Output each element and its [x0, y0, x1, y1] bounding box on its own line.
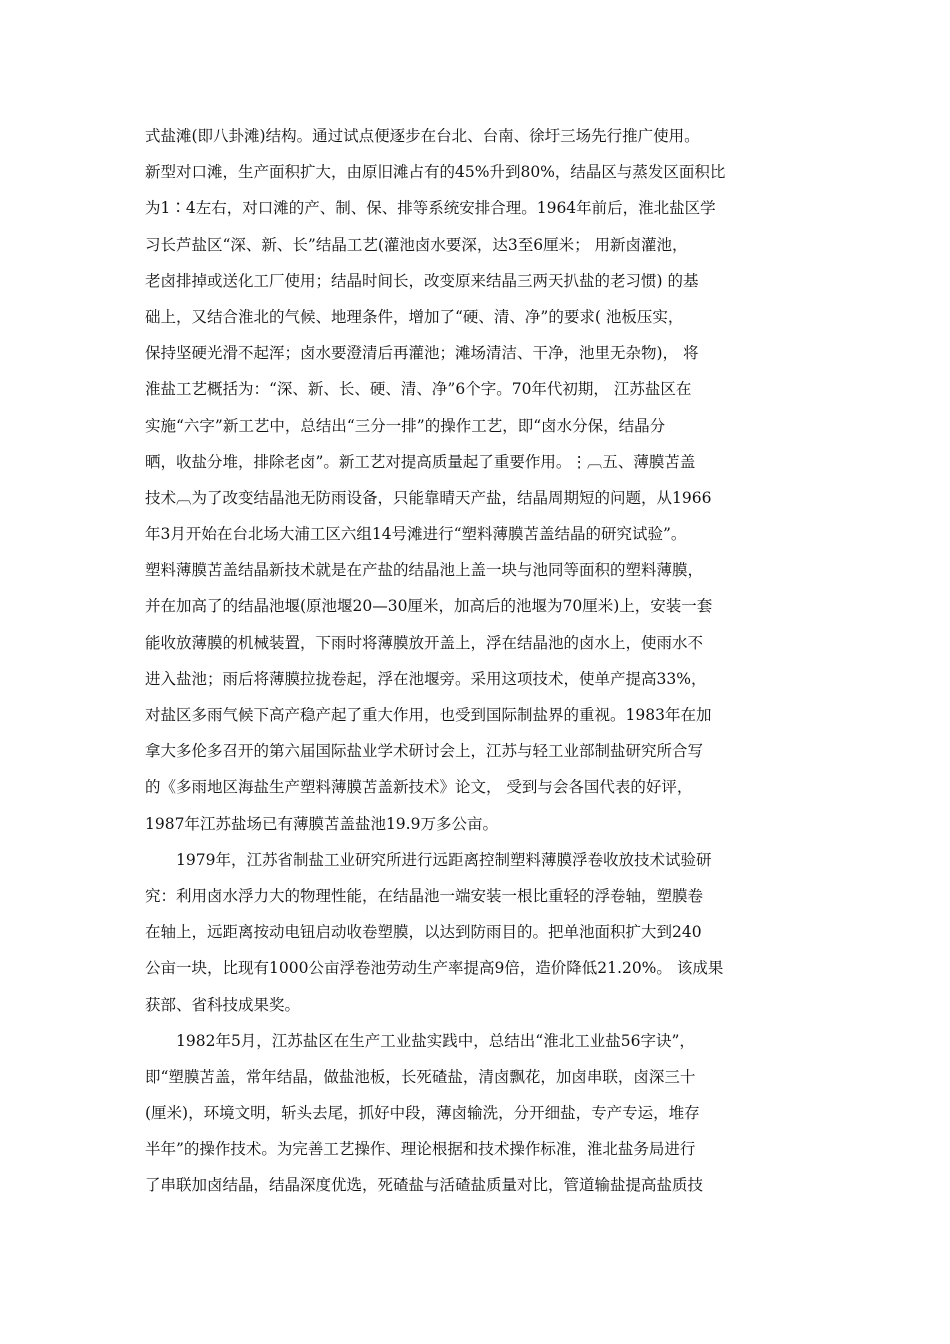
text-line: 淮盐工艺概括为：“深、新、长、硬、清、净”6个字。70年代初期， 江苏盐区在: [145, 380, 692, 399]
text-line: 式盐滩(即八卦滩)结构。通过试点便逐步在台北、台南、徐圩三场先行推广使用。: [145, 127, 700, 145]
text-line: 保持坚硬光滑不起浑；卤水要澄清后再灌池；滩场清洁、干净，池里无杂物)， 将: [145, 344, 699, 363]
text-line: 年3月开始在台北场大浦工区六组14号滩进行“塑料薄膜苫盖结晶的研究试验”。: [145, 525, 687, 544]
text-line: 新型对口滩，生产面积扩大，由原旧滩占有的45%升到80%，结晶区与蒸发区面积比: [145, 163, 726, 182]
text-line: 并在加高了的结晶池堰(原池堰20—30厘米，加高后的池堰为70厘米)上，安装一套: [145, 597, 713, 616]
text-line: 能收放薄膜的机械装置，下雨时将薄膜放开盖上，浮在结晶池的卤水上，使雨水不: [145, 633, 704, 652]
text-line: 晒，收盐分堆，排除老卤”。新工艺对提高质量起了重要作用。⋮︹五、薄膜苫盖: [145, 452, 696, 471]
text-line: 的《多雨地区海盐生产塑料薄膜苫盖新技术》论文， 受到与会各国代表的好评，: [145, 778, 693, 797]
text-line: 拿大多伦多召开的第六届国际盐业学术研讨会上，江苏与轻工业部制盐研究所合写: [145, 742, 704, 761]
text-line: (厘米)，环境文明，斩头去尾，抓好中段，薄卤输洗，分开细盐，专产专运，堆存: [145, 1104, 700, 1123]
text-line: 进入盐池；雨后将薄膜拉拢卷起，浮在池堰旁。采用这项技术，使单产提高33%，: [145, 669, 707, 688]
text-line: 获部、省科技成果奖。: [145, 995, 301, 1014]
text-line: 在轴上，远距离按动电钮启动收卷塑膜，以达到防雨目的。把单池面积扩大到240: [145, 923, 702, 942]
text-line: 塑料薄膜苫盖结晶新技术就是在产盐的结晶池上盖一块与池同等面积的塑料薄膜，: [145, 561, 704, 580]
text-line: 半年”的操作技术。为完善工艺操作、理论根据和技术操作标准，淮北盐务局进行: [145, 1140, 696, 1159]
text-line: 1987年江苏盐场已有薄膜苫盖盐池19.9万多公亩。: [145, 814, 498, 833]
text-line: 究：利用卤水浮力大的物理性能，在结晶池一端安装一根比重轻的浮卷轴，塑膜卷: [145, 886, 704, 905]
text-line: 了串联加卤结晶，结晶深度优选，死碴盐与活碴盐质量对比，管道输盐提高盐质技: [145, 1176, 704, 1195]
text-line: 老卤排掉或送化工厂使用；结晶时间长，改变原来结晶三两天扒盐的老习惯) 的基: [145, 271, 699, 290]
text-line: 础上，又结合淮北的气候、地理条件，增加了“硬、清、净”的要求( 池板压实，: [145, 307, 684, 326]
text-line: 实施“六字”新工艺中，总结出“三分一排”的操作工艺，即“卤水分保，结晶分: [145, 416, 666, 435]
paragraph-first-line: 1979年，江苏省制盐工业研究所进行远距离控制塑料薄膜浮卷收放技术试验研: [176, 850, 712, 869]
text-line: 技术︹为了改变结晶池无防雨设备，只能靠晴天产盐，结晶周期短的问题，从1966: [145, 488, 712, 507]
text-line: 为1∶4左右，对口滩的产、制、保、排等系统安排合理。1964年前后，淮北盐区学: [145, 199, 716, 218]
text-line: 即“塑膜苫盖，常年结晶，做盐池板，长死碴盐，清卤飘花，加卤串联，卤深三十: [145, 1067, 696, 1086]
text-line: 对盐区多雨气候下高产稳产起了重大作用，也受到国际制盐界的重视。1983年在加: [145, 706, 712, 724]
paragraph-first-line: 1982年5月，江苏盐区在生产工业盐实践中，总结出“淮北工业盐56字诀”，: [176, 1031, 695, 1050]
text-line: 习长芦盐区“深、新、长”结晶工艺(灌池卤水要深，达3至6厘米； 用新卤灌池，: [145, 235, 688, 254]
text-line: 公亩一块，比现有1000公亩浮卷池劳动生产率提高9倍，造价降低21.20%。 该成果: [145, 959, 724, 978]
body-text: [145, 118, 775, 1204]
